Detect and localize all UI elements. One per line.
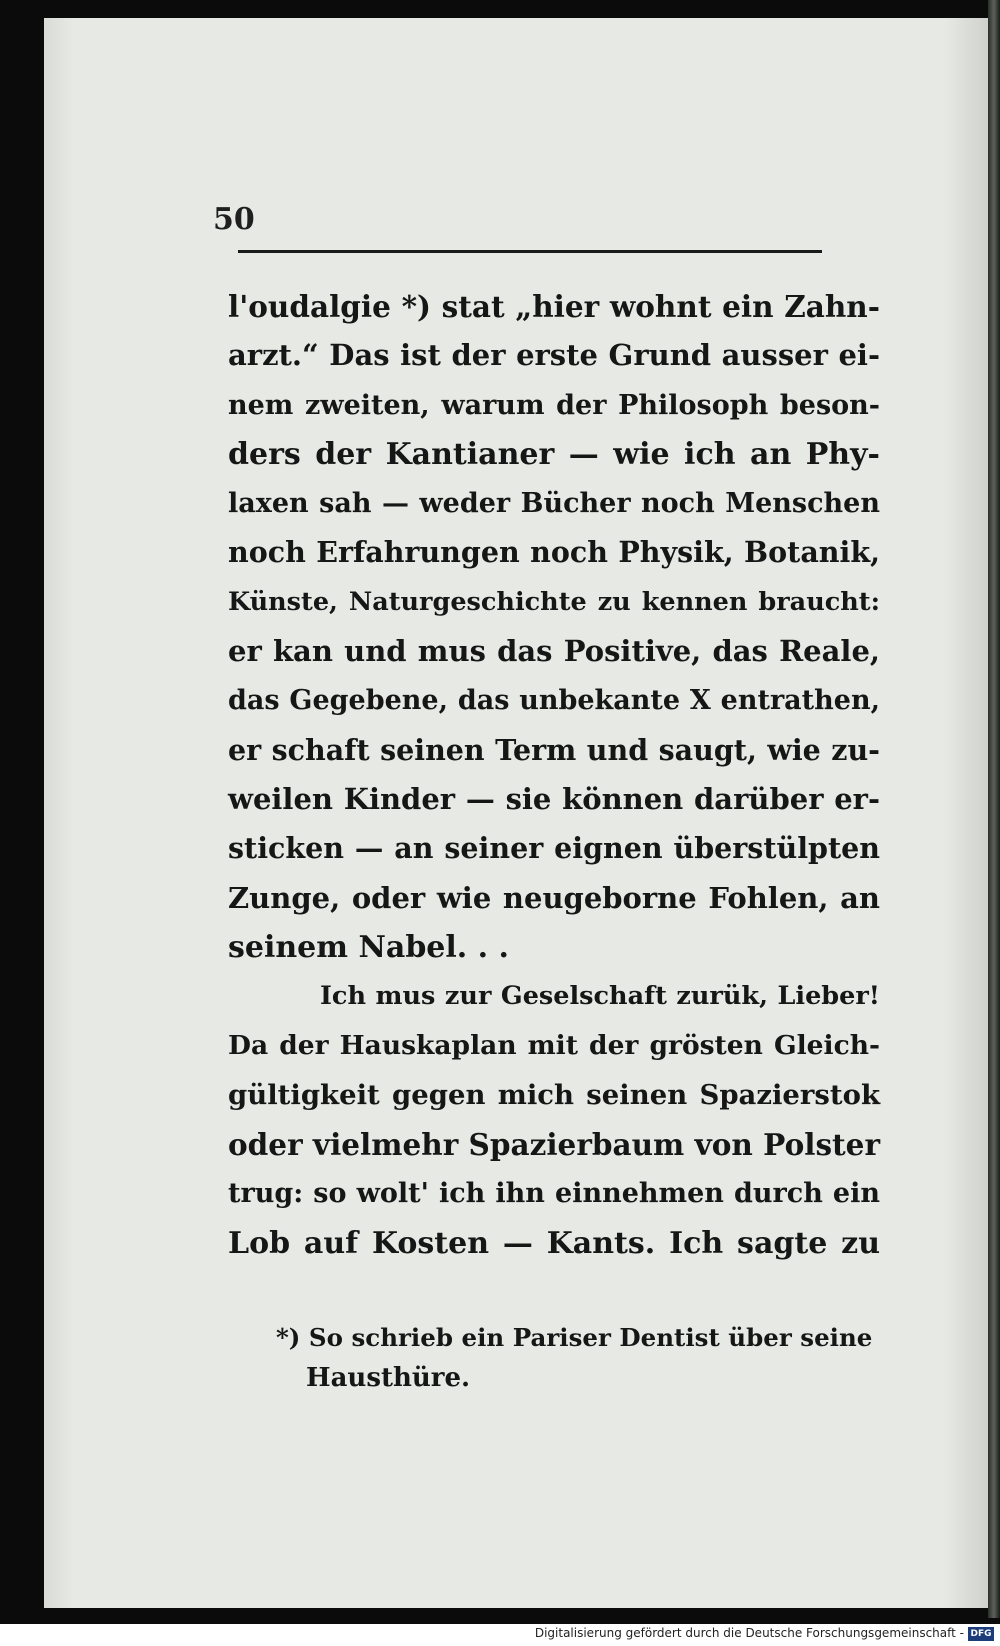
dfg-logo: DFG (968, 1627, 994, 1641)
text-line: laxen sah — weder Bücher noch Menschen (228, 488, 880, 520)
text-line: gültigkeit gegen mich seinen Spazierstok (228, 1078, 880, 1111)
body-text (228, 282, 880, 1268)
footnote-line: *) So schrieb ein Pariser Dentist über seine (276, 1323, 873, 1352)
text-line: Da der Hauskaplan mit der grösten Gleich- (228, 1030, 880, 1062)
text-line: Zunge, oder wie neugeborne Fohlen, an (228, 880, 880, 915)
text-line: sticken — an seiner eignen überstülpten (228, 831, 880, 866)
footnote (276, 1318, 880, 1398)
text-line: oder vielmehr Spazierbaum von Polster (228, 1127, 880, 1163)
text-line: arzt.“ Das ist der erste Grund ausser ei- (228, 338, 880, 373)
text-line: das Gegebene, das unbekante X entrathen, (228, 685, 880, 717)
page-number: 50 (213, 202, 255, 237)
text-line: Künste, Naturgeschichte zu kennen braucht: (228, 586, 880, 617)
header-rule (238, 250, 822, 253)
text-line: er schaft seinen Term und saugt, wie zu- (228, 732, 880, 767)
text-line: trug: so wolt' ich ihn einnehmen durch ein (228, 1178, 880, 1210)
text-line: weilen Kinder — sie können darüber er- (228, 781, 880, 816)
footnote-line: Hausthüre. (306, 1363, 471, 1393)
text-line: Ich mus zur Geselschaft zurük, Lieber! (320, 981, 880, 1012)
text-line: ders der Kantianer — wie ich an Phy- (228, 436, 880, 472)
credit-bar (0, 1624, 1000, 1646)
book-edge (988, 0, 1000, 1618)
text-line: noch Erfahrungen noch Physik, Botanik, (228, 535, 880, 570)
credit-text: Digitalisierung gefördert durch die Deutsche Forschungsgemeinschaft - (534, 1626, 964, 1640)
text-line: er kan und mus das Positive, das Reale, (228, 634, 880, 669)
text-line: l'oudalgie *) stat „hier wohnt ein Zahn- (228, 289, 880, 324)
text-line: nem zweiten, warum der Philosoph beson- (228, 389, 880, 421)
text-line: Lob auf Kosten — Kants. Ich sagte zu (228, 1225, 880, 1261)
text-line: seinem Nabel. . . (228, 929, 510, 965)
